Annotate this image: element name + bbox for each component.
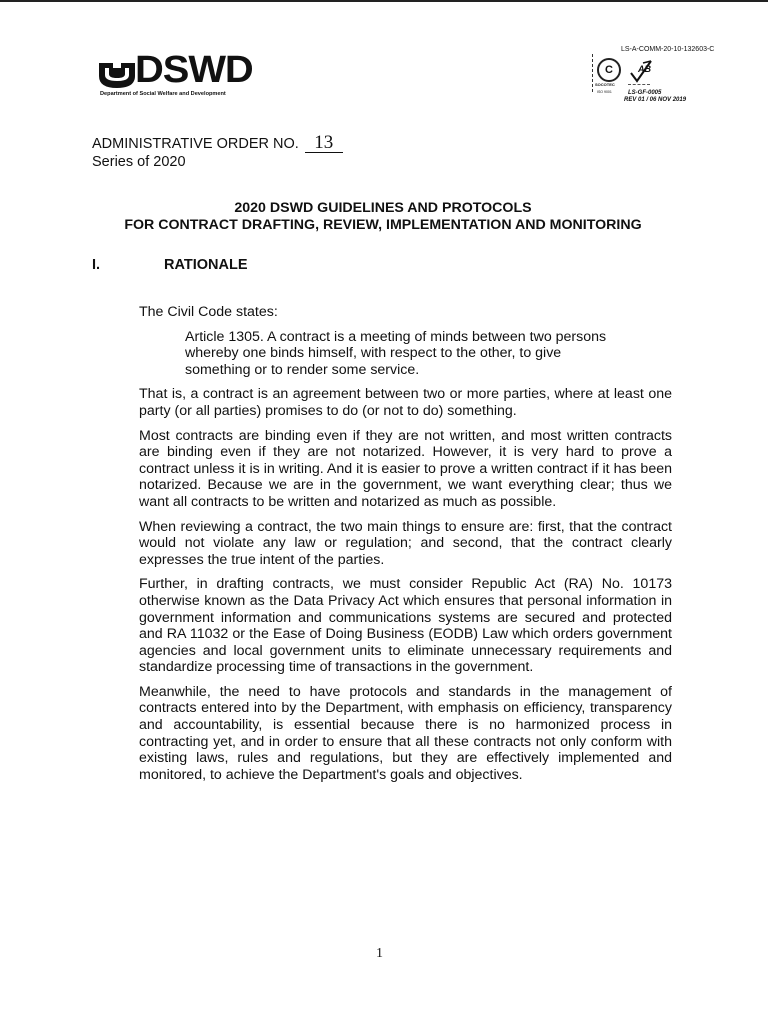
title-line-1: 2020 DSWD GUIDELINES AND PROTOCOLS <box>234 200 532 216</box>
logo-subtitle: Department of Social Welfare and Development <box>100 91 226 97</box>
order-number: 13 <box>305 134 343 153</box>
paragraph-2: Most contracts are binding even if they are not written, and most written contracts are binding even if they are not notarized. However, it is very hard to prove a contract unless it is in writing. And it is easier to prove a written contract if it has been notarized. Because we are in the government, we want everything clear; thus we want all contracts to be written and notarized as much as possible. <box>139 427 672 510</box>
certification-block <box>592 46 742 116</box>
dswd-emblem-icon <box>97 59 137 89</box>
paragraph-5: Meanwhile, the need to have protocols and standards in the management of contracts entered into by the Department, with emphasis on efficiency, transparency and accountability, is essential because there is no harmonized process in contracting yet, and in order to ensure that all these contracts not only conform with existing laws, rules and regulations, but they are effectively implemented and monitored, to achieve the Department's goals and objectives. <box>139 683 672 783</box>
quoted-article: Article 1305. A contract is a meeting of minds between two persons whereby one binds himself, with respect to the other, to give something or to render some service. <box>185 328 607 378</box>
certificate-code: LS-A-COMM-20-10-132603-C <box>621 46 715 53</box>
title-line-2: FOR CONTRACT DRAFTING, REVIEW, IMPLEMENTATION AND MONITORING <box>124 217 642 233</box>
certification-mark-icon: C <box>597 58 621 82</box>
order-header <box>92 134 343 171</box>
section-title: RATIONALE <box>164 257 248 273</box>
order-number-line <box>92 134 343 153</box>
cert-divider <box>628 84 650 88</box>
intro-text: The Civil Code states: <box>139 304 278 320</box>
paragraph-1: That is, a contract is an agreement between two or more parties, where at least one party (or all parties) promises to do (or not to do) something. <box>139 386 672 419</box>
jab-label: AB <box>638 64 651 74</box>
section-numeral: I. <box>92 257 101 273</box>
dswd-logo <box>97 49 257 99</box>
document-body <box>139 304 672 791</box>
logo-text: DSWD <box>135 49 253 91</box>
document-title <box>60 200 706 234</box>
socotec-seal <box>592 54 623 92</box>
section-heading <box>92 257 248 273</box>
revision-date: REV 01 / 06 NOV 2019 <box>624 97 687 103</box>
order-series: Series of 2020 <box>92 154 186 170</box>
order-label: ADMINISTRATIVE ORDER NO. <box>92 136 299 152</box>
paragraph-4: Further, in drafting contracts, we must consider Republic Act (RA) No. 10173 otherwise known as the Data Privacy Act which ensures that personal information in government information and communications systems are secured and protected and RA 11032 or the Ease of Doing Business (EODB) Law which orders government agencies and local government units to eliminate unnecessary requirements and standardize processing time of transactions in the government. <box>139 576 672 676</box>
page-top-border <box>0 0 768 2</box>
form-code: LS-GF-0005 <box>628 90 662 96</box>
cert-iso: ISO 9001 <box>597 90 612 94</box>
paragraph-3: When reviewing a contract, the two main things to ensure are: first, that the contract would not violate any law or regulation; and second, that the contract clearly expresses the true intent of the parties. <box>139 518 672 568</box>
cert-org: SOCOTEC <box>595 82 615 87</box>
page-number: 1 <box>376 946 383 961</box>
